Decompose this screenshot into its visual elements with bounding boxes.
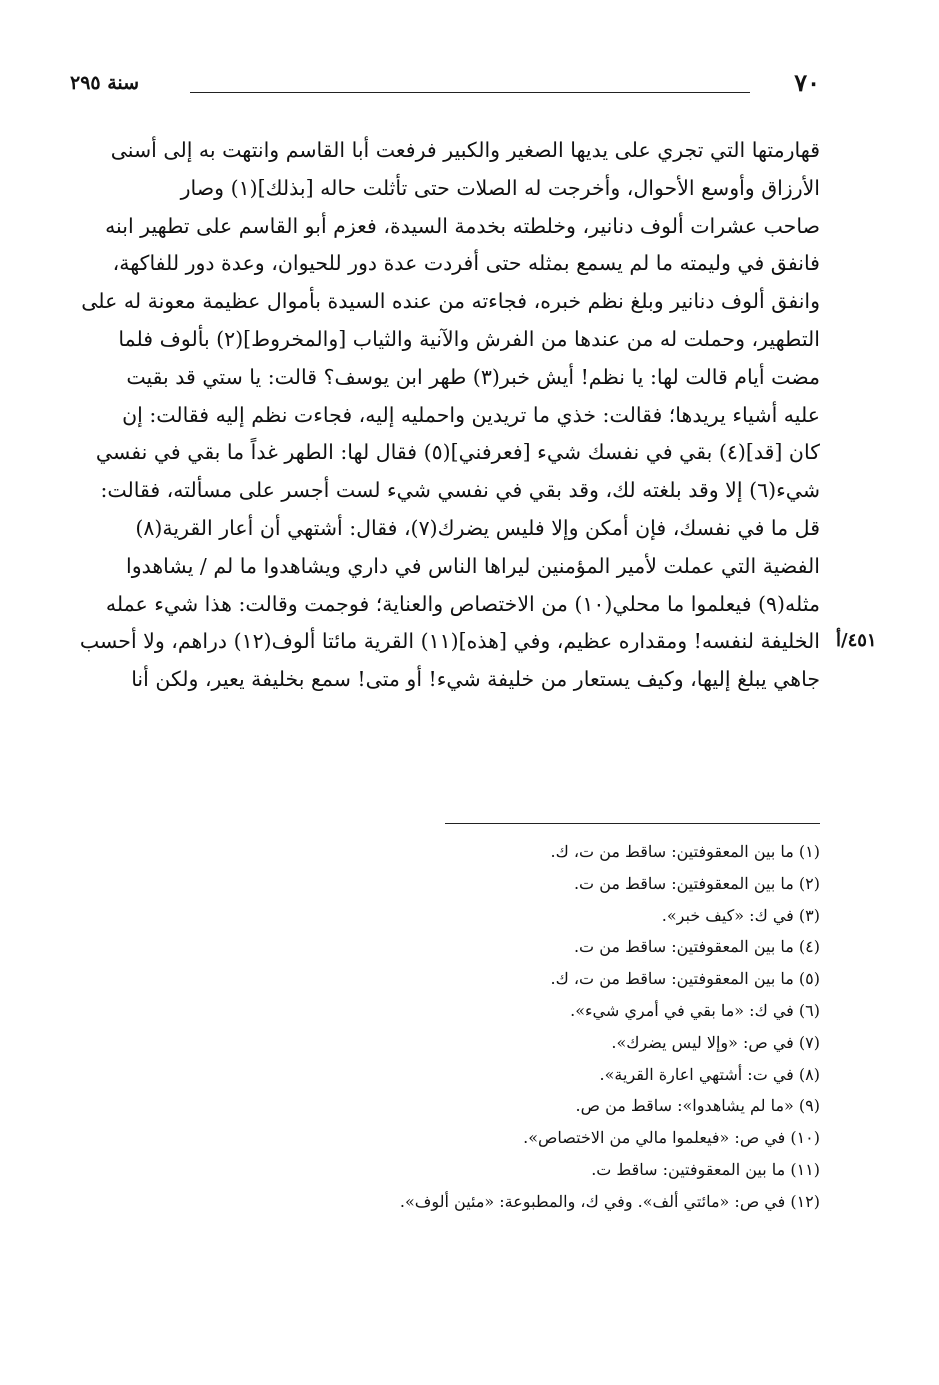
- text-line: قهارمتها التي تجري على يديها الصغير والكبير فرفعت أبا القاسم وانتهت به إلى أسنى: [110, 138, 820, 162]
- footnote: (٣) في ك: «كيف خبر».: [661, 905, 820, 925]
- text-line: الأرزاق وأوسع الأحوال، وأخرجت له الصلات حتى تأثلت حاله [بذلك](١) وصار: [180, 175, 820, 200]
- text-line: عليه أشياء يريدها؛ فقالت: خذي ما تريدين واحمليه إليه، فجاءت نظم إليه فقالت: إن: [122, 402, 820, 427]
- footnote: (٤) ما بين المعقوفتين: ساقط من ت.: [573, 937, 820, 957]
- footnote: (٦) في ك: «ما بقي في أمري شيء».: [570, 1000, 820, 1020]
- footnote: (٨) في ت: أشتهي اعارة القرية».: [599, 1064, 820, 1084]
- text-line: شيء(٦) إلا وقد بلغته لك، وقد بقي في نفسي شيء لست أجسر على مسألته، فقالت:: [100, 478, 820, 503]
- text-line: مثله(٩) فيعلموا ما محلي(١٠) من الاختصاص والعناية؛ فوجمت وقالت: هذا شيء عمله: [105, 591, 820, 616]
- folio-margin-note: ٤٥١/أ: [836, 630, 877, 651]
- text-line: فانفق في وليمته ما لم يسمع بمثله حتى أفردت عدة دور للحيوان، وعدة دور للفاكهة،: [112, 251, 820, 276]
- footnote: (١٠) في ص: «فيعلموا مالي من الاختصاص».: [523, 1128, 820, 1148]
- text-line: صاحب عشرات ألوف دنانير، وخلطته بخدمة السيدة، فعزم أبو القاسم على تطهير ابنه: [105, 213, 820, 238]
- text-line: وانفق ألوف دنانير وبلغ نظم خبره، فجاءته من عنده السيدة بأموال عظيمة معونة له على: [81, 289, 820, 314]
- year-label: سنة ٢٩٥: [70, 72, 140, 94]
- main-text: [70, 132, 820, 699]
- text-line: مضت أيام قالت لها: يا نظم! أيش خبر(٣) طهر ابن يوسف؟ قالت: يا ستي قد بقيت: [126, 364, 820, 389]
- footnotes: [70, 836, 820, 1218]
- footnote-separator: [445, 823, 820, 824]
- footnote: (١١) ما بين المعقوفتين: ساقط ت.: [591, 1159, 820, 1179]
- text-line: التطهير، وحملت له من عندها من الفرش والآنية والثياب [والمخروط](٢) بألوف فلما: [118, 326, 820, 351]
- page-header: [70, 64, 820, 104]
- text-line: كان [قد](٤) بقي في نفسك شيء [فعرفني](٥) فقال لها: الطهر غداً ما بقي في نفسي: [95, 440, 820, 465]
- text-line: جاهي يبلغ إليها، وكيف يستعار من خليفة شيء! أو متى! سمع بخليفة يعير، ولكن أنا: [131, 667, 820, 692]
- text-line: الخليفة لنفسه! ومقداره عظيم، وفي [هذه](١١) القرية مائتا ألوف(١٢) دراهم، ولا أحسب: [79, 629, 820, 654]
- footnote: (١٢) في ص: «مائتي ألف». وفي ك، والمطبوعة: «مئين ألوف».: [399, 1191, 820, 1211]
- text-line: قل ما في نفسك، فإن أمكن وإلا فليس يضرك(٧)، فقال: أشتهي أن أعار القرية(٨): [135, 515, 820, 540]
- footnote: (٩) «ما لم يشاهدوا»: ساقط من ص.: [575, 1096, 820, 1116]
- footnote: (٧) في ص: «وإلا ليس يضرك».: [611, 1032, 820, 1052]
- header-rule: [190, 92, 750, 93]
- text-line: الفضية التي عملت لأمير المؤمنين ليراها الناس في داري ويشاهدوا ما لم / يشاهدوا: [126, 553, 820, 578]
- footnote: (١) ما بين المعقوفتين: ساقط من ت، ك.: [550, 842, 820, 861]
- footnote: (٥) ما بين المعقوفتين: ساقط من ت، ك.: [550, 969, 820, 989]
- page-number: ٧٠: [794, 68, 820, 97]
- footnote: (٢) ما بين المعقوفتين: ساقط من ت.: [573, 873, 820, 893]
